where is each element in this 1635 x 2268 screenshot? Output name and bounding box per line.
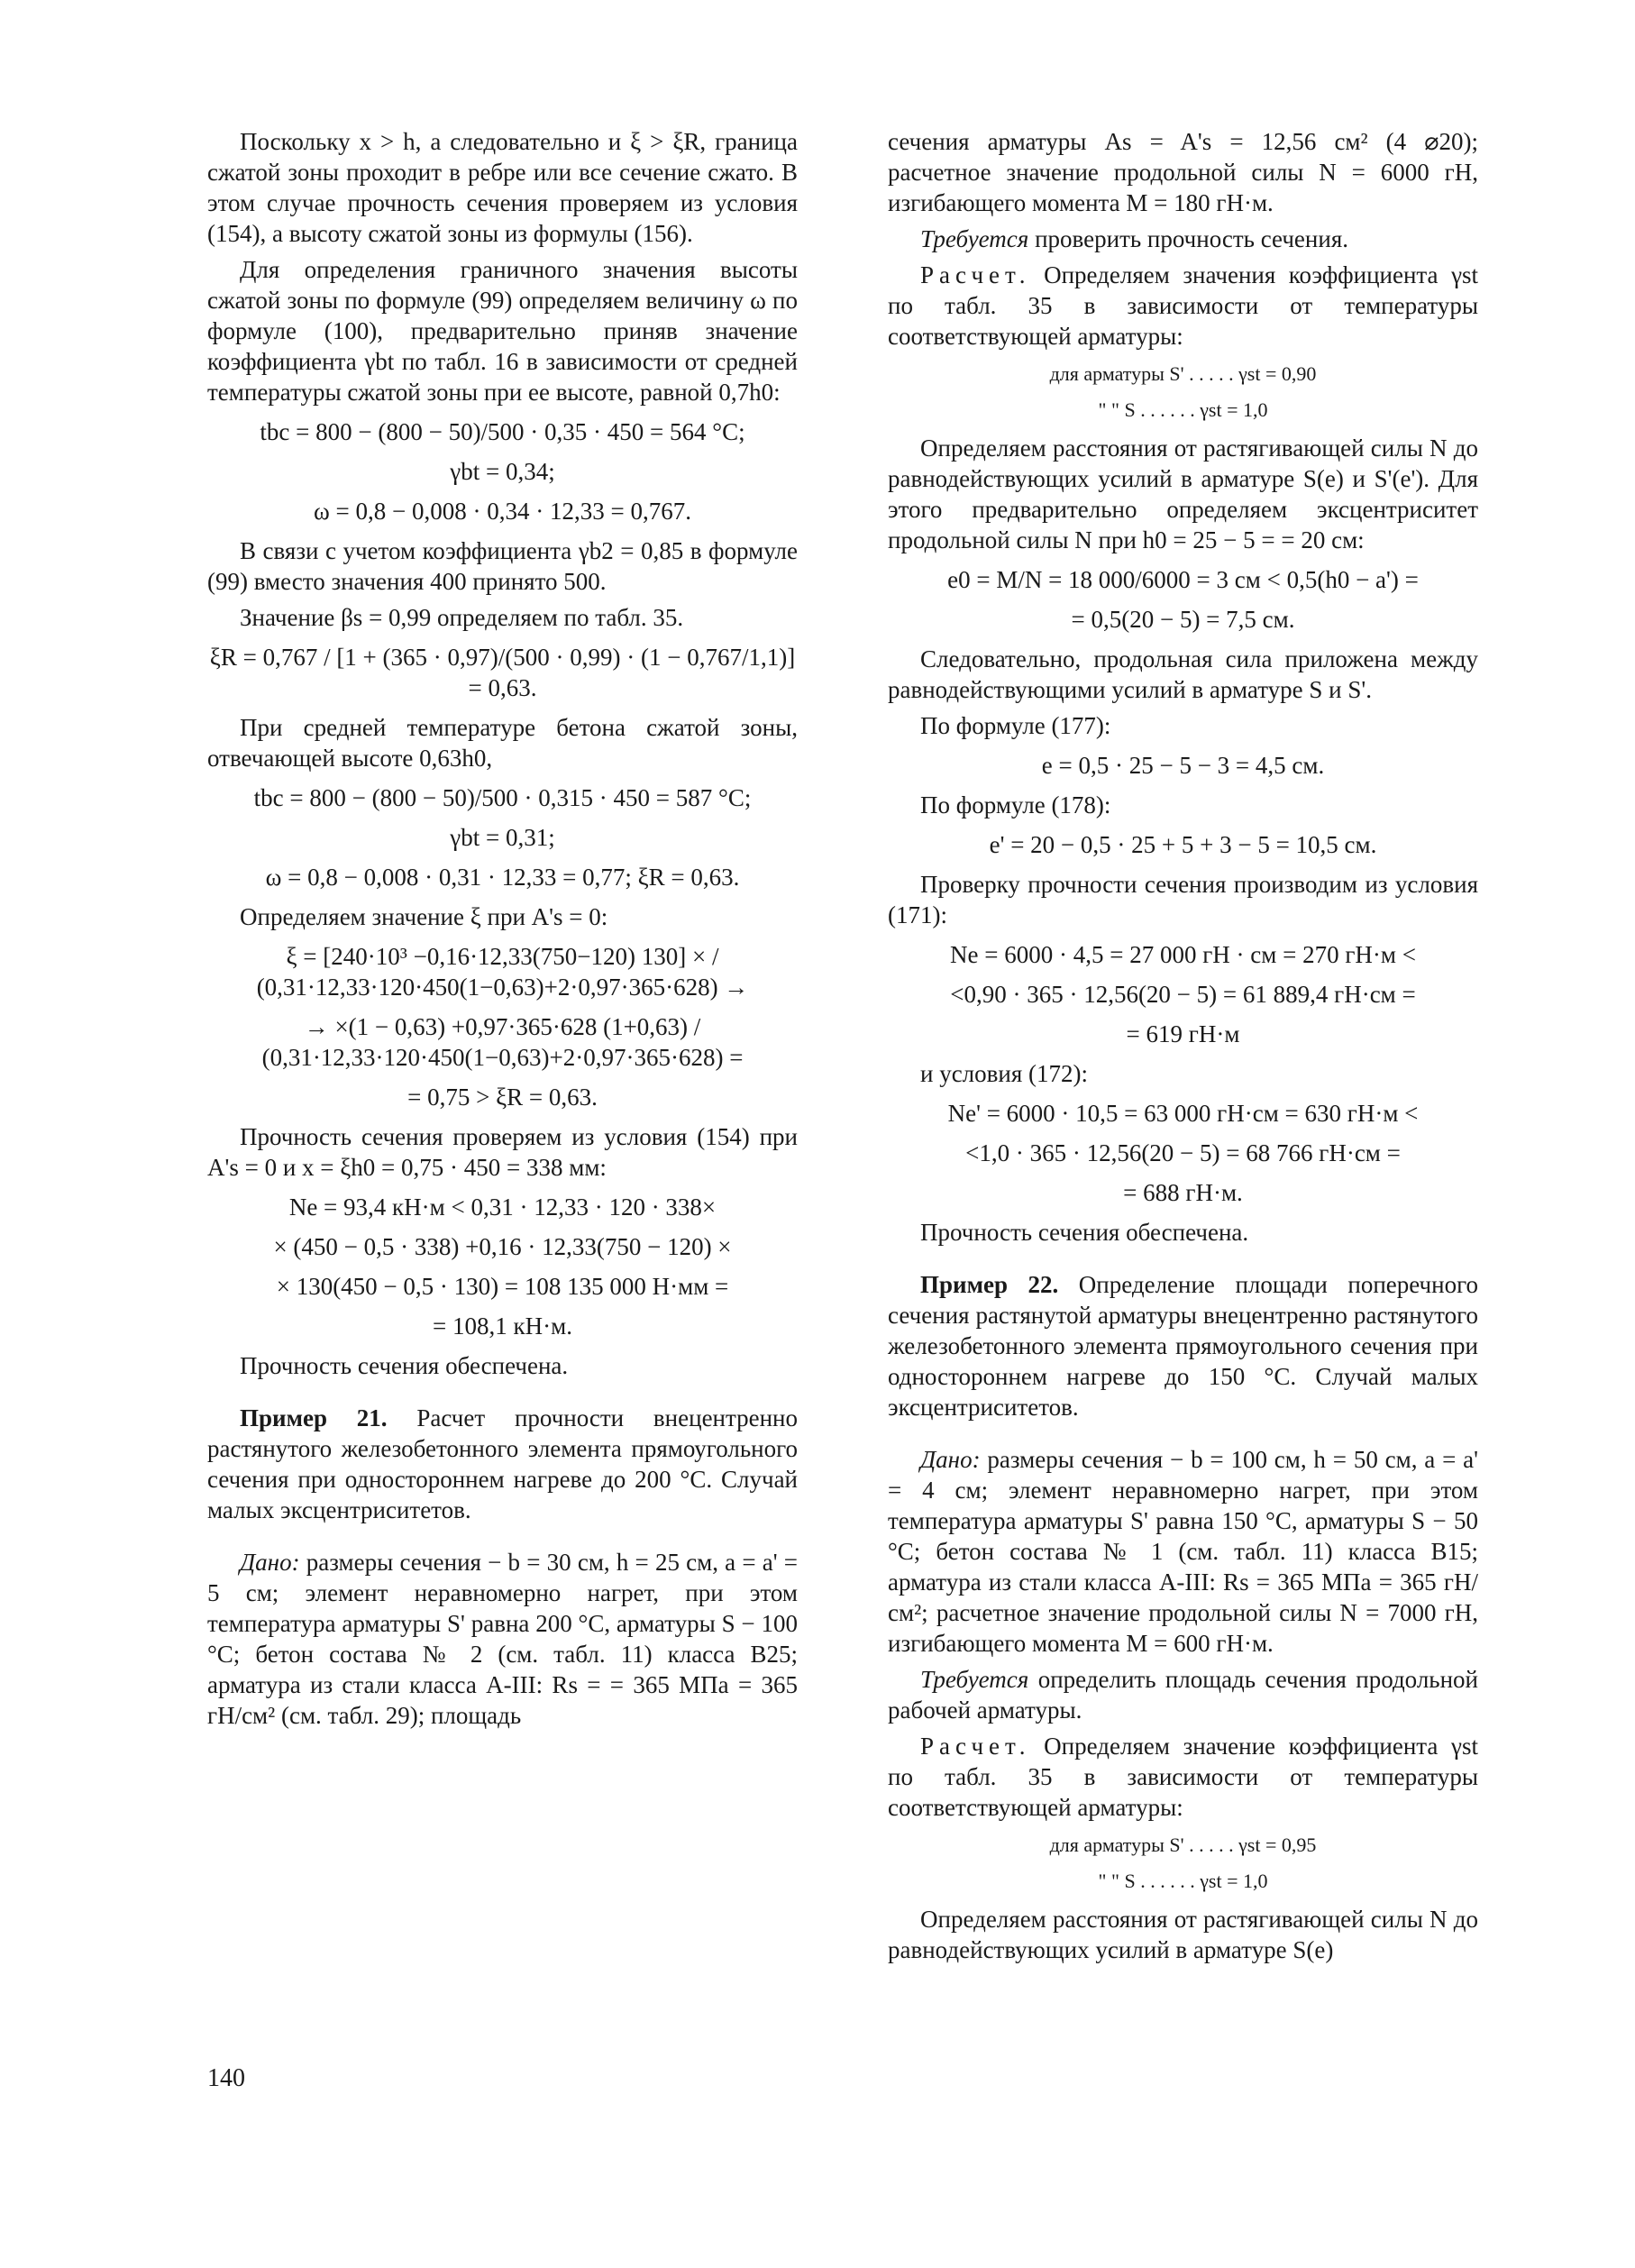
equation: <1,0 · 365 · 12,56(20 − 5) = 68 766 гН·см = [965,1139,1401,1166]
calculation-21 [888,260,1478,352]
given-22 [888,1444,1478,1659]
equation: Ne = 6000 · 4,5 = 27 000 гН · см = 270 гН·м < [950,941,1416,968]
paragraph: Следовательно, продольная сила приложена между равнодействующими усилий в арматуре S и S'. [888,645,1478,703]
coefficient-row: " " S . . . . . . γst = 1,0 [1098,1870,1268,1892]
paragraph: По формуле (177): [920,712,1111,739]
equation: tbc = 800 − (800 − 50)/500 · 0,315 · 450 = 587 °C; [253,784,752,811]
paragraph: и условия (172): [920,1060,1089,1087]
equation: e = 0,5 · 25 − 5 − 3 = 4,5 см. [1041,752,1325,779]
equation: = 619 гН·м [1126,1020,1240,1047]
paragraph: В связи с учетом коэффициента γb2 = 0,85 в формуле (99) вместо значения 400 принято 500. [207,537,798,595]
example-text: Определение площади поперечного сечения растянутой арматуры внецентренно растянутого железобетонного элемента прямоугольного сечения при одностороннем нагреве до 150 °С. Случай малых эксцентриситетов. [888,1271,1478,1421]
coefficient-row: " " S . . . . . . γst = 1,0 [1098,398,1268,421]
equation: γbt = 0,34; [450,458,555,485]
calculation-label: Расчет. [920,1733,1031,1760]
coefficient-row: для арматуры S' . . . . . γst = 0,90 [1049,362,1317,385]
equation: Ne = 93,4 кН·м < 0,31 · 12,33 · 120 · 338× [288,1193,717,1221]
equation: e' = 20 − 0,5 · 25 + 5 + 3 − 5 = 10,5 см. [989,831,1377,858]
required-label: Требуется [920,1666,1029,1693]
left-column [207,126,798,1736]
equation: = 688 гН·м. [1123,1179,1243,1206]
example-22 [888,1269,1478,1422]
required-21 [888,224,1478,254]
calculation-label: Расчет. [920,261,1031,288]
paragraph: Проверку прочности сечения производим из условия (171): [888,871,1478,928]
right-column [888,126,1478,1971]
example-21 [207,1403,798,1525]
given-text: размеры сечения − b = 30 см, h = 25 см, a = a' = 5 см; элемент неравномерно нагрет, при этом температура арматуры S' равна 200 °С, арматуры S − 100 °С; бетон состава № 2 (см. табл. 11) класса В25; арматура из стали класса А-III: Rs = = 365 МПа = 365 гН/см² (см. табл. 29); площадь [207,1549,799,1729]
given-text: размеры сечения − b = 100 см, h = 50 см, a = a' = 4 см; элемент неравномерно нагрет, при этом температура арматуры S' равна 150 °С, арматуры S − 50 °С; бетон состава № 1 (см. табл. 11) класса В15; арматура из стали класса А-III: Rs = 365 МПа = 365 гН/см²; расчетное значение продольной силы N = 7000 гН, изгибающего момента M = 600 гН·м. [888,1446,1478,1657]
paragraph: Определяем расстояния от растягивающей силы N до равнодействующих усилий в арматуре S(e) [888,1906,1478,1963]
example-title: Пример 21. [240,1404,388,1431]
paragraph: Определяем значение ξ при A's = 0: [240,903,608,930]
equation: tbc = 800 − (800 − 50)/500 · 0,35 · 450 = 564 °C; [260,418,745,445]
paragraph: сечения арматуры As = A's = 12,56 см² (4 ⌀20); расчетное значение продольной силы N = 6000 гН, изгибающего момента M = 180 гН·м. [888,128,1478,216]
paragraph: Прочность сечения проверяем из условия (154) при A's = 0 и x = ξh0 = 0,75 · 450 = 338 мм: [207,1123,798,1181]
coefficient-row: для арматуры S' . . . . . γst = 0,95 [1049,1834,1317,1856]
given-label: Дано: [920,1446,981,1473]
equation: × 130(450 − 0,5 · 130) = 108 135 000 Н·мм = [276,1273,729,1300]
required-label: Требуется [920,225,1029,252]
paragraph: Определяем расстояния от растягивающей силы N до равнодействующих усилий в арматуре S(e) и S'(e'). Для этого предварительно определяем эксцентриситет продольной силы N при h0 = 25 − 5 = = 20 см: [888,434,1478,553]
paragraph: Прочность сечения обеспечена. [240,1352,569,1379]
calculation-22 [888,1731,1478,1823]
equation: e0 = M/N = 18 000/6000 = 3 см < 0,5(h0 − a') = [947,566,1419,593]
calculation-text: Определяем значения коэффициента γst по табл. 35 в зависимости от температуры соответствующей арматуры: [888,261,1479,350]
equation: = 108,1 кН·м. [433,1312,572,1340]
equation: <0,90 · 365 · 12,56(20 − 5) = 61 889,4 гН·см = [950,981,1416,1008]
equation: Ne' = 6000 · 10,5 = 63 000 гН·см = 630 гН·м < [947,1100,1419,1127]
equation: → ×(1 − 0,63) +0,97·365·628 (1+0,63) / (0,31·12,33·120·450(1−0,63)+2·0,97·365·628) = [261,1013,744,1071]
example-title: Пример 22. [920,1271,1059,1298]
required-text: проверить прочность сечения. [1035,225,1348,252]
paragraph: Поскольку x > h, а следовательно и ξ > ξR, граница сжатой зоны проходит в ребре или все сечение сжато. В этом случае прочность сечения проверяем из условия (154), а высоту сжатой зоны из формулы (156). [207,128,798,247]
given-label: Дано: [240,1549,300,1576]
equation: = 0,75 > ξR = 0,63. [407,1084,598,1111]
paragraph: Прочность сечения обеспечена. [920,1219,1249,1246]
calculation-text: Определяем значение коэффициента γst по табл. 35 в зависимости от температуры соответствующей арматуры: [888,1733,1478,1821]
paragraph: Для определения граничного значения высоты сжатой зоны по формуле (99) определяем величину ω по формуле (100), предварительно приняв значение коэффициента γbt по табл. 16 в зависимости от средней температуры сжатой зоны при ее высоте, равной 0,7h0: [207,256,798,406]
required-22 [888,1664,1478,1725]
paragraph: При средней температуре бетона сжатой зоны, отвечающей высоте 0,63h0, [207,714,798,772]
equation: ξR = 0,767 / [1 + (365 · 0,97)/(500 · 0,99) · (1 − 0,767/1,1)] = 0,63. [209,644,796,701]
page-number: 140 [207,2064,245,2092]
example-text: Расчет прочности внецентренно растянутого железобетонного элемента прямоугольного сечения при одностороннем нагреве до 200 °С. Случай малых эксцентриситетов. [207,1404,799,1523]
equation: γbt = 0,31; [450,824,555,851]
equation: ξ = [240·10³ −0,16·12,33(750−120) 130] × / (0,31·12,33·120·450(1−0,63)+2·0,97·365·628) → [256,943,749,1001]
equation: × (450 − 0,5 · 338) +0,16 · 12,33(750 − 120) × [273,1233,732,1260]
equation: ω = 0,8 − 0,008 · 0,31 · 12,33 = 0,77; ξR = 0,63. [265,864,740,891]
equation: = 0,5(20 − 5) = 7,5 см. [1071,606,1295,633]
equation: ω = 0,8 − 0,008 · 0,34 · 12,33 = 0,767. [314,498,691,525]
given-21 [207,1547,798,1731]
required-text: определить площадь сечения продольной рабочей арматуры. [888,1666,1479,1724]
paragraph: Значение βs = 0,99 определяем по табл. 35. [240,604,684,631]
paragraph: По формуле (178): [920,791,1111,818]
